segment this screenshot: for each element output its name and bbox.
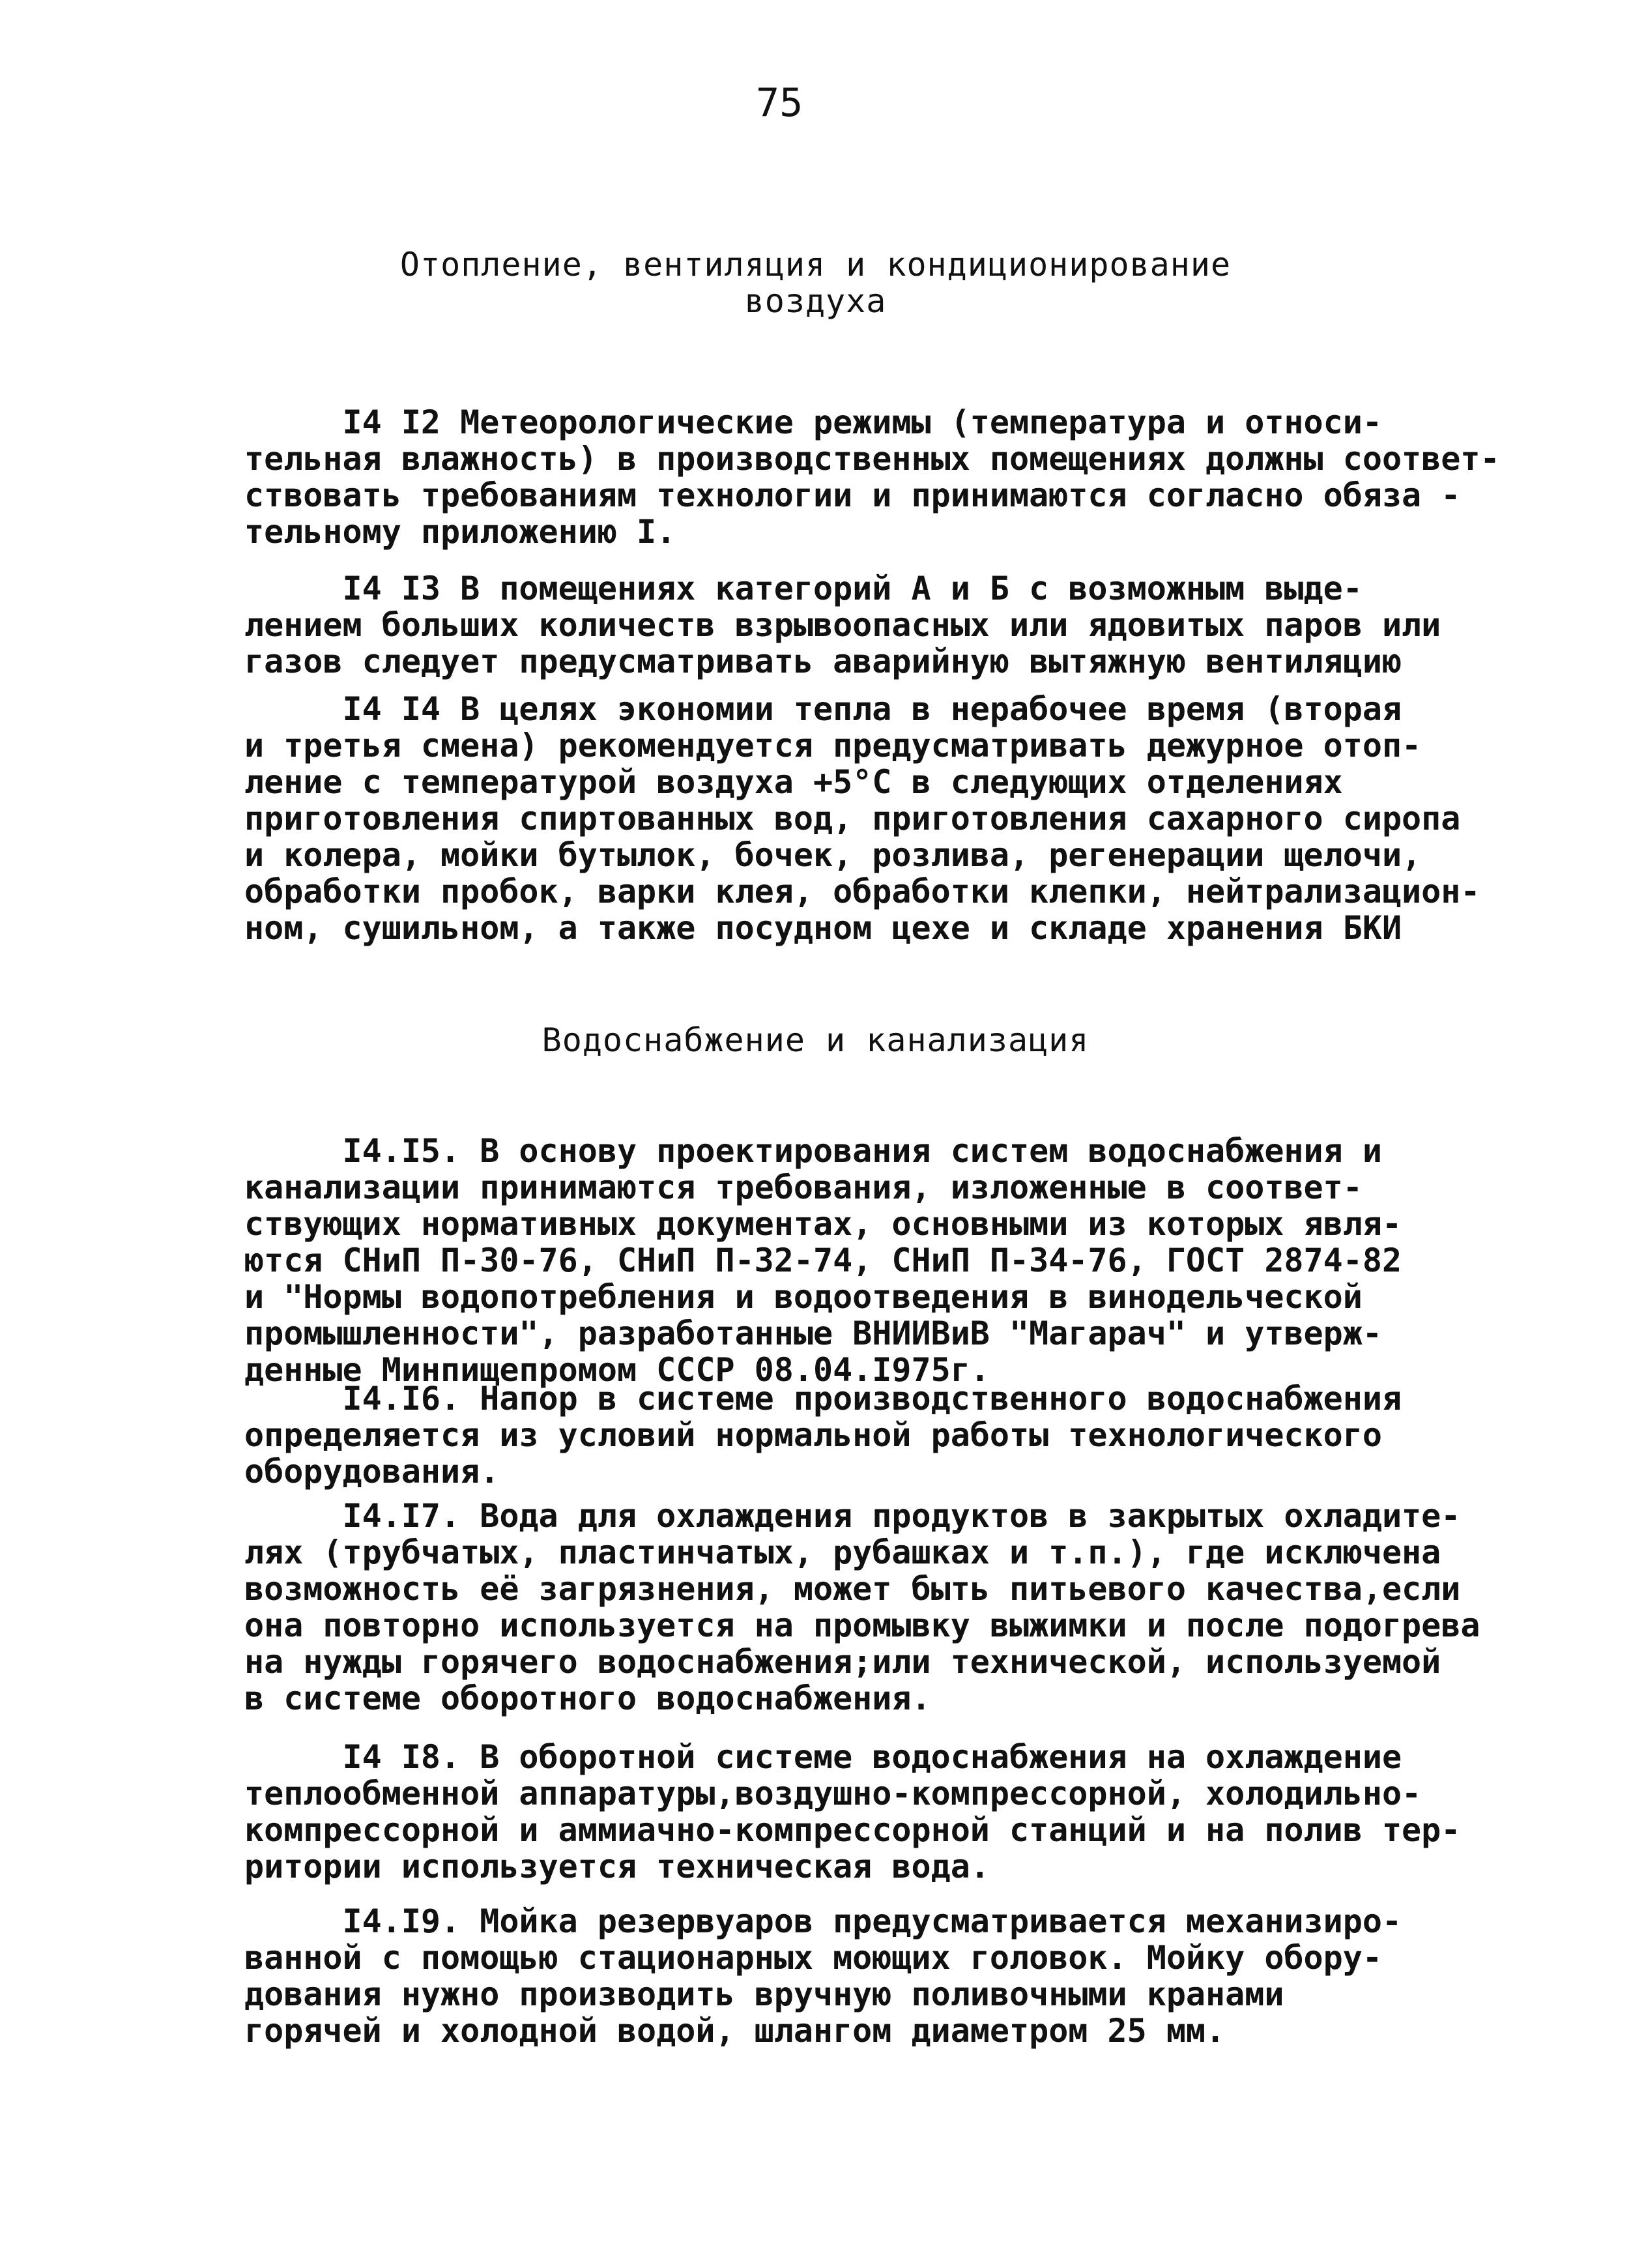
text-line: и третья смена) рекомендуется предусматривать дежурное отоп- [244, 727, 1422, 764]
paragraph-14-16 [244, 1380, 1541, 1490]
paragraph-14-17 [244, 1498, 1541, 1717]
text-line: ванной с помощью стационарных моющих головок. Мойку обору- [244, 1940, 1382, 1976]
text-line: I4.I7. Вода для охлаждения продуктов в закрытых охладите- [244, 1498, 1461, 1534]
paragraph-14-13 [244, 570, 1541, 680]
paragraph-14-19 [244, 1903, 1541, 2049]
text-line: I4 I3 В помещениях категорий А и Б с возможным выде- [244, 570, 1363, 607]
text-line: тельная влажность) в производственных помещениях должны соответ- [244, 441, 1500, 477]
text-line: I4.I5. В основу проектирования систем водоснабжения и [244, 1133, 1382, 1169]
text-line: ствующих нормативных документах, основными из которых явля- [244, 1206, 1402, 1242]
text-line: I4.I6. Напор в системе производственного водоснабжения [244, 1380, 1402, 1417]
text-line: I4.I9. Мойка резервуаров предусматривается механизиро- [244, 1903, 1402, 1940]
text-line: газов следует предусматривать аварийную вытяжную вентиляцию [244, 643, 1402, 680]
text-line: приготовления спиртованных вод, приготовления сахарного сиропа [244, 800, 1461, 837]
text-line: теплообменной аппаратуры,воздушно-компрессорной, холодильно- [244, 1775, 1422, 1812]
paragraph-14-14 [244, 691, 1541, 946]
text-line: и "Нормы водопотребления и водоотведения в винодельческой [244, 1279, 1363, 1315]
paragraph-14-12 [244, 404, 1541, 550]
text-line: ритории используется техническая вода. [244, 1848, 990, 1885]
text-line: дования нужно производить вручную поливочными кранами [244, 1976, 1284, 2013]
text-line: I4 I2 Метеорологические режимы (температура и относи- [244, 404, 1382, 441]
text-line: оборудования. [244, 1453, 500, 1490]
text-line: I4 I4 В целях экономии тепла в нерабочее время (вторая [244, 691, 1402, 727]
text-line: I4 I8. В оборотной системе водоснабжения на охлаждение [244, 1739, 1402, 1775]
paragraph-14-15 [244, 1133, 1541, 1388]
text-line: обработки пробок, варки клея, обработки клепки, нейтрализацион- [244, 873, 1480, 910]
text-line: определяется из условий нормальной работы технологического [244, 1417, 1382, 1453]
heading-line: Отопление, вентиляция и кондиционирование [399, 246, 1232, 283]
text-line: горячей и холодной водой, шлангом диаметром 25 мм. [244, 2013, 1226, 2049]
text-line: денные Минпищепромом СССР 08.04.I975г. [244, 1352, 990, 1388]
text-line: и колера, мойки бутылок, бочек, розлива, регенерации щелочи, [244, 837, 1422, 873]
text-line: ствовать требованиям технологии и принимаются согласно обяза - [244, 477, 1461, 514]
text-line: ются СНиП П-30-76, СНиП П-32-74, СНиП П-34-76, ГОСТ 2874-82 [244, 1242, 1402, 1279]
text-line: в системе оборотного водоснабжения. [244, 1680, 931, 1717]
page-number: 75 [756, 80, 803, 126]
text-line: тельному приложению I. [244, 514, 676, 550]
text-line: лях (трубчатых, пластинчатых, рубашках и т.п.), где исключена [244, 1534, 1441, 1571]
text-line: промышленности", разработанные ВНИИВиВ "Магарач" и утверж- [244, 1315, 1382, 1352]
heading-line: воздуха [744, 283, 887, 319]
section-heading-heating [0, 246, 1631, 319]
text-line: на нужды горячего водоснабжения;или технической, используемой [244, 1644, 1441, 1680]
text-line: лением больших количеств взрывоопасных или ядовитых паров или [244, 607, 1441, 643]
text-line: канализации принимаются требования, изложенные в соответ- [244, 1169, 1363, 1206]
text-line: возможность её загрязнения, может быть питьевого качества,если [244, 1571, 1461, 1607]
text-line: ление с температурой воздуха +5°С в следующих отделениях [244, 764, 1343, 800]
section-heading-water [0, 1022, 1631, 1058]
text-line: ном, сушильном, а также посудном цехе и складе хранения БКИ [244, 910, 1402, 946]
text-line: она повторно используется на промывку выжимки и после подогрева [244, 1607, 1480, 1644]
text-line: компрессорной и аммиачно-компрессорной станций и на полив тер- [244, 1812, 1461, 1848]
paragraph-14-18 [244, 1739, 1541, 1885]
heading-line: Водоснабжение и канализация [541, 1022, 1090, 1058]
